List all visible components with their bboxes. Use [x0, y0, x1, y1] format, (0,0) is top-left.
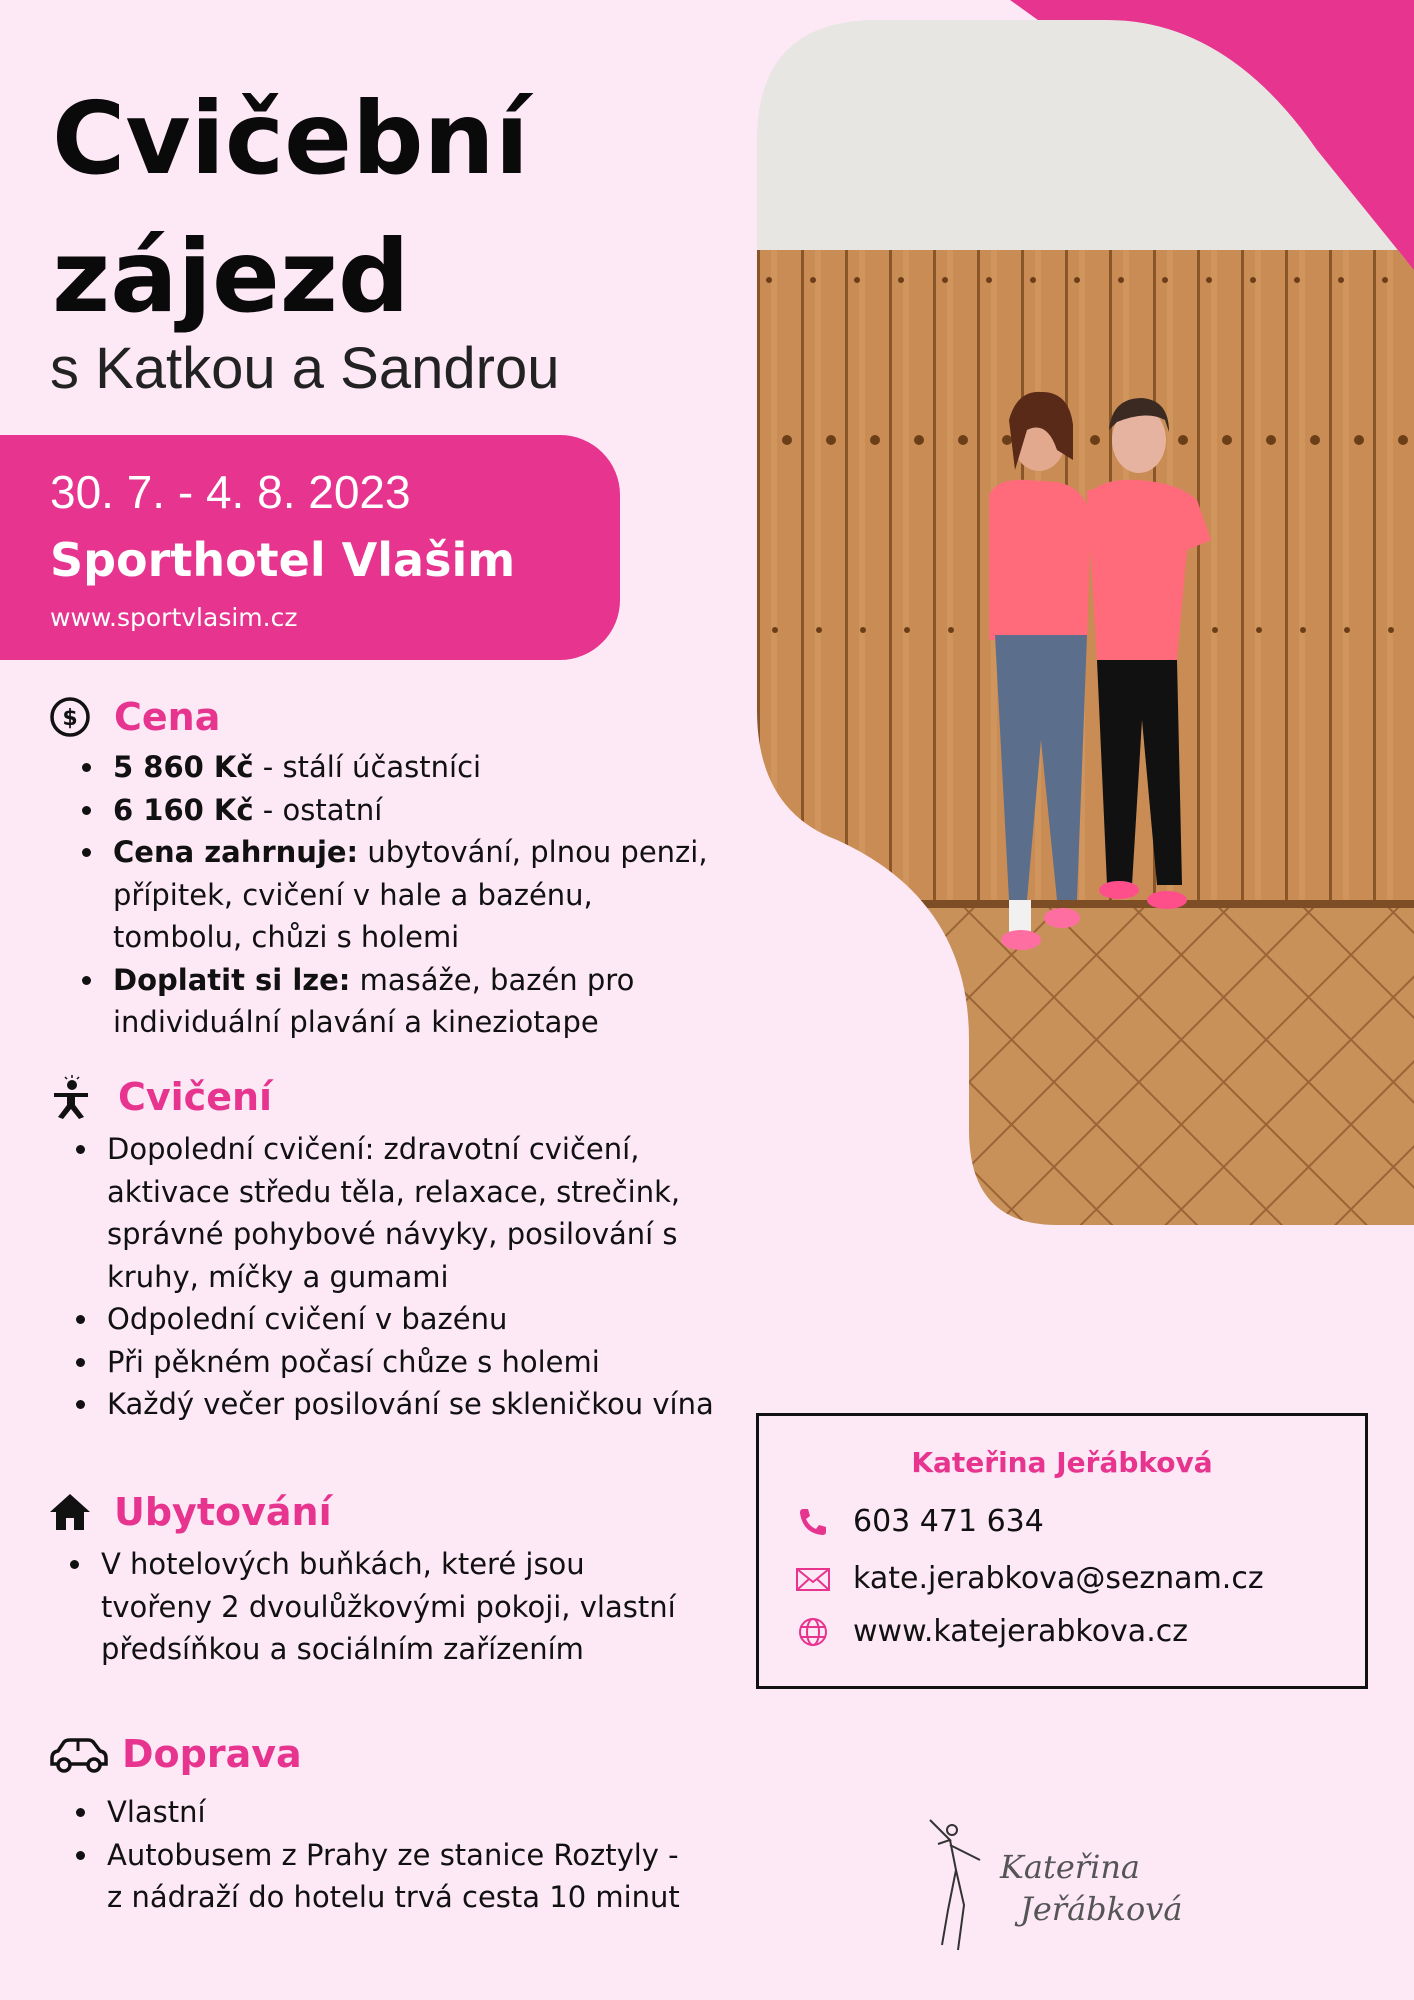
event-info-box [0, 435, 620, 660]
list-item: • Dopolední cvičení: zdravotní cvičení, aktivace středu těla, relaxace, strečink, správné pohybové návyky, posilování s kruhy, míčky a gumami [101, 1128, 731, 1298]
list-item: • V hotelových buňkách, které jsou tvořeny 2 dvoulůžkovými pokoji, vlastní předsíňkou a sociálním zařízením [95, 1543, 695, 1671]
list-item: • Cena zahrnuje: ubytování, plnou penzi, přípitek, cvičení v hale a bazénu, tombolu, chůzi s holemi [107, 831, 727, 959]
home-icon [48, 1490, 92, 1534]
list-item: • 5 860 Kč - stálí účastníci [107, 746, 727, 789]
contact-email[interactable]: kate.jerabkova@seznam.cz [853, 1561, 1264, 1596]
dollar-circle-icon [48, 695, 92, 739]
cviceni-list [46, 1128, 731, 1426]
hotel-url[interactable]: www.sportvlasim.cz [50, 603, 298, 632]
list-item: • Doplatit si lze: masáže, bazén pro individuální plavání a kineziotape [107, 959, 727, 1044]
section-cena-heading: $ Cena [48, 695, 220, 739]
phone-icon [795, 1506, 831, 1538]
contact-web[interactable]: www.katejerabkova.cz [853, 1614, 1188, 1649]
exercise-figure-icon [48, 1075, 92, 1119]
ubytovani-list [40, 1543, 695, 1671]
contact-box [756, 1413, 1368, 1689]
photo [757, 20, 1414, 1225]
list-item: • Při pěkném počasí chůze s holemi [101, 1341, 731, 1384]
signature-logo [890, 1800, 1260, 1960]
car-icon [48, 1732, 108, 1776]
list-item: • 6 160 Kč - ostatní [107, 789, 727, 832]
svg-text:$: $ [62, 706, 78, 731]
svg-text:Kateřina: Kateřina [1000, 1848, 1140, 1886]
list-item: • Každý večer posilování se skleničkou vína [101, 1383, 731, 1426]
list-item: • Vlastní [101, 1791, 701, 1834]
section-cviceni-heading: Cvičení [48, 1075, 272, 1119]
contact-web-row[interactable] [795, 1614, 1188, 1649]
event-hotel: Sporthotel Vlašim [50, 533, 516, 587]
svg-text:Jeřábková: Jeřábková [1020, 1890, 1183, 1928]
page-subtitle: s Katkou a Sandrou [50, 336, 560, 401]
contact-name: Kateřina Jeřábková [911, 1446, 1213, 1479]
contact-email-row[interactable] [795, 1561, 1264, 1596]
globe-icon [795, 1616, 831, 1648]
mail-icon [795, 1563, 831, 1595]
list-item: • Odpolední cvičení v bazénu [101, 1298, 731, 1341]
list-item: • Autobusem z Prahy ze stanice Roztyly - z nádraží do hotelu trvá cesta 10 minut [101, 1834, 701, 1919]
contact-phone-row[interactable] [795, 1504, 1044, 1539]
contact-phone[interactable]: 603 471 634 [853, 1504, 1044, 1539]
event-dates: 30. 7. - 4. 8. 2023 [50, 466, 411, 518]
cena-list [52, 746, 727, 1044]
section-ubytovani-heading: Ubytování [48, 1490, 332, 1534]
doprava-list [46, 1791, 701, 1919]
page-title: Cvičební zájezd [52, 80, 530, 335]
section-doprava-heading: Doprava [48, 1732, 302, 1776]
